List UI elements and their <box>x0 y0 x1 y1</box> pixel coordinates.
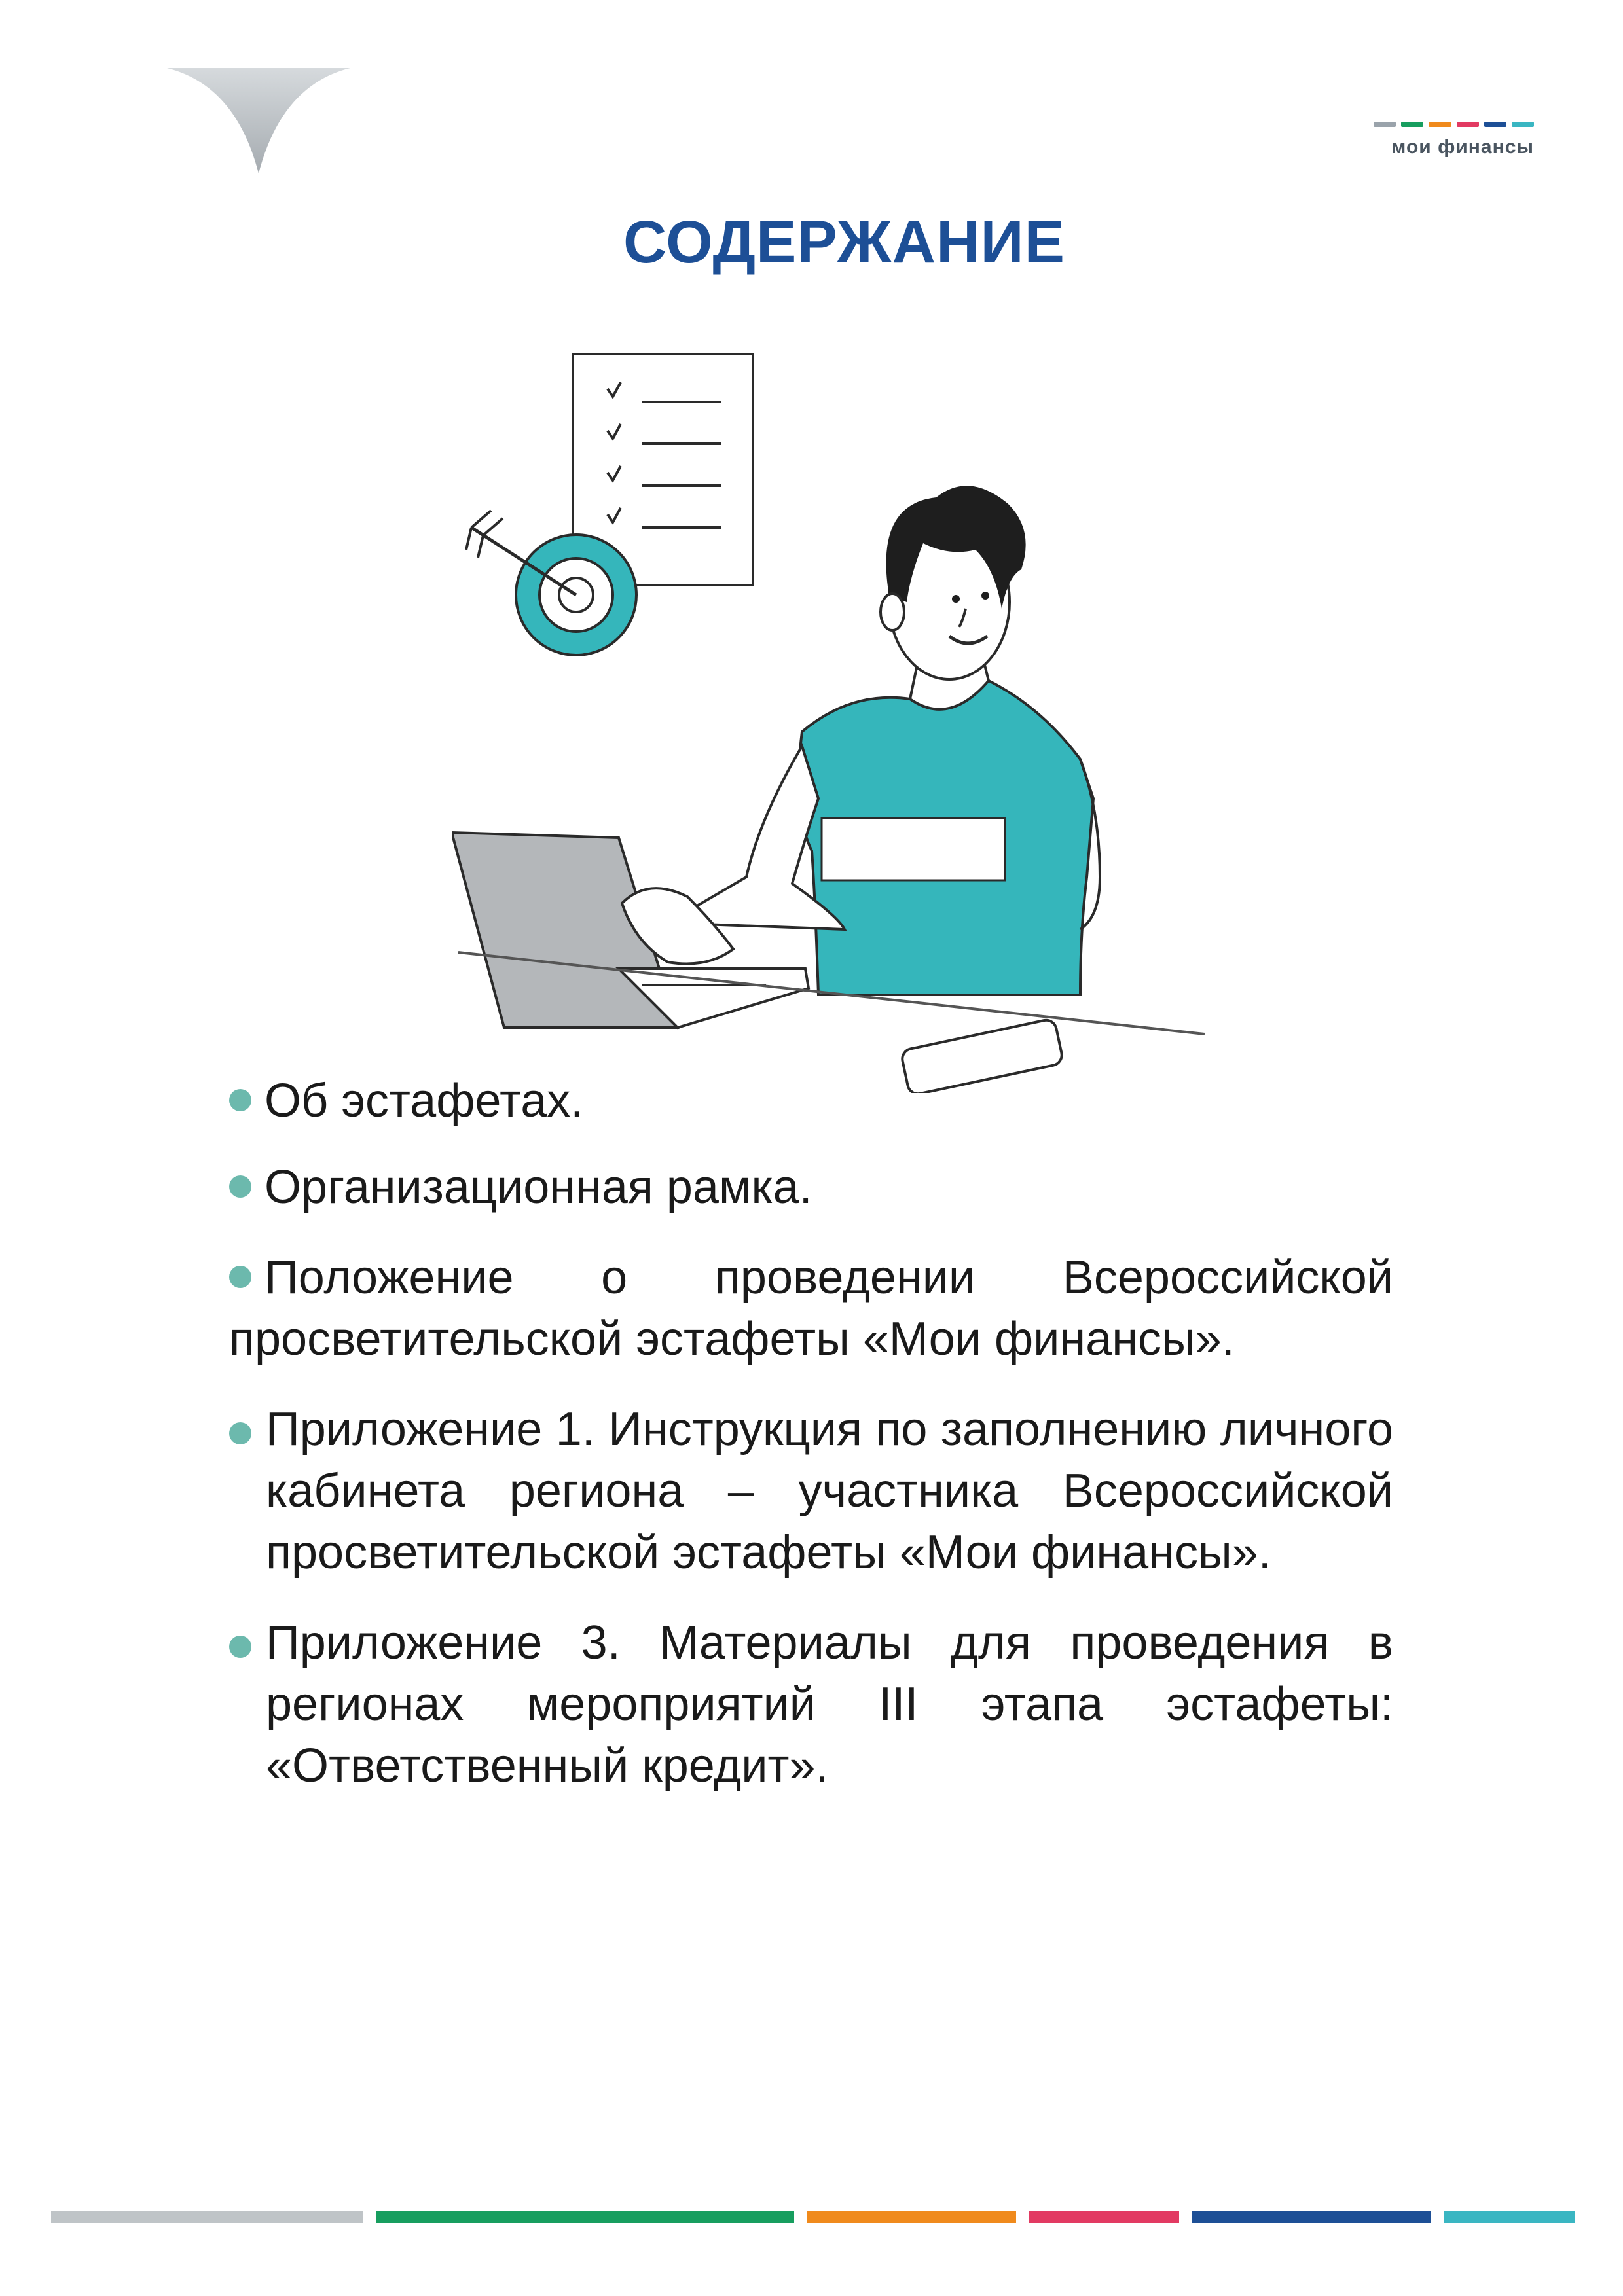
footer-stripe <box>1192 2211 1431 2223</box>
corner-logo <box>167 65 350 173</box>
bullet-icon <box>229 1636 251 1658</box>
toc-item-text: Приложение 1. Инструкция по заполнению личного кабинета региона – участника Всероссийской просветительской эстафеты «Мои финансы». <box>266 1403 1393 1579</box>
toc-item-text: Организационная рамка. <box>264 1161 812 1213</box>
bullet-icon <box>229 1175 251 1198</box>
toc-item-text: Положение о проведении Всероссийской просветительской эстафеты «Мои финансы». <box>229 1251 1393 1365</box>
brand-stripes <box>1374 122 1534 127</box>
footer-stripe <box>1029 2211 1179 2223</box>
table-of-contents <box>229 1070 1393 1797</box>
brand-stripe <box>1401 122 1423 127</box>
toc-item[interactable] <box>229 1612 1393 1797</box>
brand-stripe <box>1457 122 1479 127</box>
bullet-icon <box>229 1422 251 1444</box>
brand-stripe <box>1374 122 1396 127</box>
footer-stripe-bar <box>51 2211 1575 2223</box>
brand-logo <box>1374 122 1534 158</box>
toc-item[interactable] <box>229 1070 1393 1132</box>
page-title: СОДЕРЖАНИЕ <box>623 209 1066 276</box>
toc-item-text: Об эстафетах. <box>264 1075 584 1127</box>
toc-item[interactable] <box>229 1399 1393 1583</box>
footer-stripe <box>807 2211 1016 2223</box>
toc-item[interactable] <box>229 1157 1393 1218</box>
toc-item-text: Приложение 3. Материалы для проведения в регионах мероприятий III этапа эстафеты: «Ответственный кредит». <box>266 1617 1393 1792</box>
brand-stripe <box>1512 122 1534 127</box>
brand-stripe <box>1484 122 1506 127</box>
brand-name: мои финансы <box>1391 136 1534 158</box>
footer-stripe <box>51 2211 363 2223</box>
footer-stripe <box>1444 2211 1575 2223</box>
footer-stripe <box>376 2211 794 2223</box>
bullet-icon <box>229 1089 251 1111</box>
illustration <box>452 340 1224 1093</box>
bullet-icon <box>229 1266 251 1288</box>
toc-item[interactable] <box>229 1247 1393 1370</box>
brand-stripe <box>1429 122 1451 127</box>
